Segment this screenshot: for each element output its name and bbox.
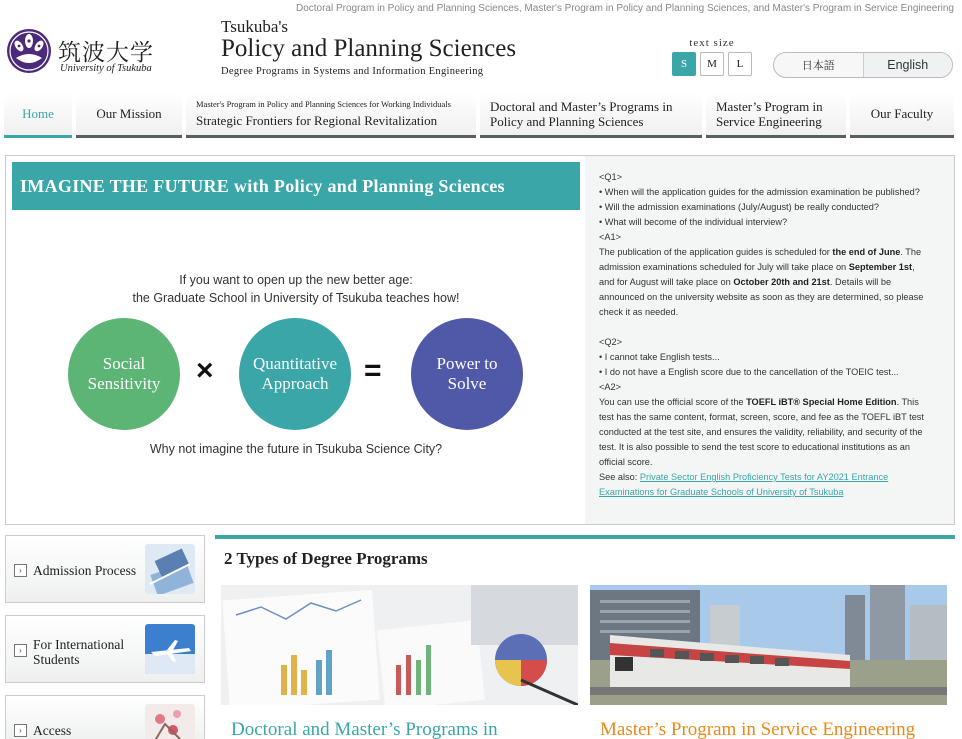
hero-intro-line2: the Graduate School in University of Tsukuba teaches how! xyxy=(132,291,460,305)
language-japanese-button[interactable]: 日本語 xyxy=(801,60,835,72)
faq-a2-text: You can use the official score of the TOEFL iBT® Special Home Edition. This test has the same content, format, screen, score, and fee as the TOEFL iBT test conducted at the test site, and ensures the validity, reliability, and security of the test. It is also possible to send the test score to educational institutions as an official score. xyxy=(599,397,924,467)
logo-english[interactable]: University of Tsukuba xyxy=(60,63,152,74)
sidebar-admission-label: Admission Process xyxy=(33,563,137,578)
main-nav xyxy=(0,92,962,140)
site-title-line2: Policy and Planning Sciences xyxy=(221,35,517,62)
text-size-medium-button[interactable]: M xyxy=(700,52,724,76)
circle-social-line2: Sensitivity xyxy=(87,374,161,393)
nav-frontiers-label: Strategic Frontiers for Regional Revitalization xyxy=(196,113,438,128)
nav-service-label-1: Master’s Program in xyxy=(716,98,823,114)
circle-power-to-solve xyxy=(411,318,523,430)
sidebar-international-students[interactable] xyxy=(5,615,205,683)
faq-q1-line3: • What will become of the individual interview? xyxy=(599,217,788,227)
nav-mission[interactable] xyxy=(76,92,182,138)
breadcrumb: Doctoral Program in Policy and Planning Sciences, Master's Program in Policy and Planning Sciences, and Master's Program in Service Engineering xyxy=(295,3,954,14)
nav-strategic-frontiers[interactable] xyxy=(186,92,476,138)
faq-q2-label: <Q2> xyxy=(599,337,622,347)
service-engineering-program-link[interactable]: Master’s Program in Service Engineering xyxy=(600,719,916,739)
logo-japanese[interactable]: 筑波大学 xyxy=(58,40,154,66)
site-header xyxy=(0,0,962,92)
blossom-thumbnail-icon xyxy=(145,704,195,739)
hero-intro xyxy=(6,271,586,307)
circle-quant-line1: Quantitative xyxy=(252,354,338,373)
degree-programs-title: 2 Types of Degree Programs xyxy=(224,549,428,568)
text-size-large-button[interactable]: L xyxy=(728,52,752,76)
site-title[interactable] xyxy=(221,18,516,77)
sidebar-admission-process[interactable] xyxy=(5,535,205,603)
nav-faculty-label: Our Faculty xyxy=(870,106,934,121)
circle-social-line1: Social xyxy=(102,354,146,373)
sidebar-access-label: Access xyxy=(33,723,72,738)
nav-faculty[interactable] xyxy=(850,92,954,138)
sidebar-international-label: For International Students xyxy=(33,637,125,667)
hero-intro-line1: If you want to open up the new better age: xyxy=(179,273,413,287)
hero-panel xyxy=(5,155,955,525)
faq-a1-label: <A1> xyxy=(599,232,621,242)
nav-home-label: Home xyxy=(22,106,54,121)
nav-doctoral-masters[interactable] xyxy=(480,92,702,138)
paulownia-crest-icon[interactable] xyxy=(6,28,52,74)
documents-thumbnail-icon xyxy=(145,544,195,594)
nav-mission-label: Our Mission xyxy=(96,106,162,121)
faq-q1-line2: • Will the admission examinations (July/August) be really conducted? xyxy=(599,202,879,212)
nav-doctoral-label-2: Policy and Planning Sciences xyxy=(490,113,644,129)
circle-quant-line2: Approach xyxy=(261,374,329,393)
chevron-right-icon: › xyxy=(14,564,27,577)
circle-quantitative-approach xyxy=(239,318,351,430)
faq-a1-text: The publication of the application guides is scheduled for the end of June. The admission examinations scheduled for July will take place on September 1st, and for August will take place on October 20th and 21st. Details will be announced on the university website as soon as they are determined, so please check it as needed. xyxy=(599,247,924,317)
hero-outro: Why not imagine the future in Tsukuba Science City? xyxy=(149,442,443,456)
nav-home[interactable] xyxy=(4,92,72,138)
hero-banner: IMAGINE THE FUTURE with Policy and Planning Sciences xyxy=(12,162,580,210)
faq-a2-label: <A2> xyxy=(599,382,621,392)
nav-service-engineering[interactable] xyxy=(706,92,846,138)
circle-social-sensitivity xyxy=(68,318,180,430)
circle-power-line2: Solve xyxy=(447,374,487,393)
language-switcher xyxy=(773,52,953,78)
doctoral-program-link[interactable]: Doctoral and Master’s Programs in xyxy=(231,719,498,739)
degree-programs-section xyxy=(215,535,955,739)
nav-service-label-2: Service Engineering xyxy=(716,113,822,129)
toefl-policy-link[interactable]: Private Sector English Proficiency Tests for AY2021 Entrance Examinations for Graduate Schools of University of Tsukuba xyxy=(599,472,889,497)
site-title-line1: Tsukuba's xyxy=(221,17,289,36)
chevron-right-icon: › xyxy=(14,644,27,657)
chevron-right-icon: › xyxy=(14,724,27,737)
site-subtitle: Degree Programs in Systems and Information Engineering xyxy=(221,66,484,77)
faq-q1-label: <Q1> xyxy=(599,172,622,182)
faq-panel xyxy=(585,156,954,524)
airplane-thumbnail-icon xyxy=(145,624,195,674)
text-size-small-button[interactable]: S xyxy=(672,52,696,76)
text-size-control xyxy=(668,37,756,76)
faq-see-also: See also: Private Sector English Proficiency Tests for AY2021 Entrance Examinations for Graduate Schools of University of Tsukuba xyxy=(599,472,889,497)
language-english-button[interactable]: English xyxy=(863,53,953,77)
nav-frontiers-sublabel: Master's Program in Policy and Planning Sciences for Working Individuals xyxy=(196,99,451,109)
nav-doctoral-label-1: Doctoral and Master’s Programs in xyxy=(490,98,673,114)
charts-photo-image[interactable] xyxy=(221,585,578,705)
text-size-label: text size xyxy=(689,37,735,49)
faq-q1-line1: • When will the application guides for the admission examination be published? xyxy=(599,187,920,197)
faq-q2-line2: • I do not have a English score due to the cancellation of the TOEIC test... xyxy=(599,367,899,377)
train-photo-image[interactable] xyxy=(590,585,947,705)
faq-q2-line1: • I cannot take English tests... xyxy=(599,352,720,362)
sidebar-access[interactable] xyxy=(5,695,205,739)
equals-operator: = xyxy=(364,354,382,387)
circle-power-line1: Power to xyxy=(436,354,498,373)
times-operator: × xyxy=(196,354,214,387)
